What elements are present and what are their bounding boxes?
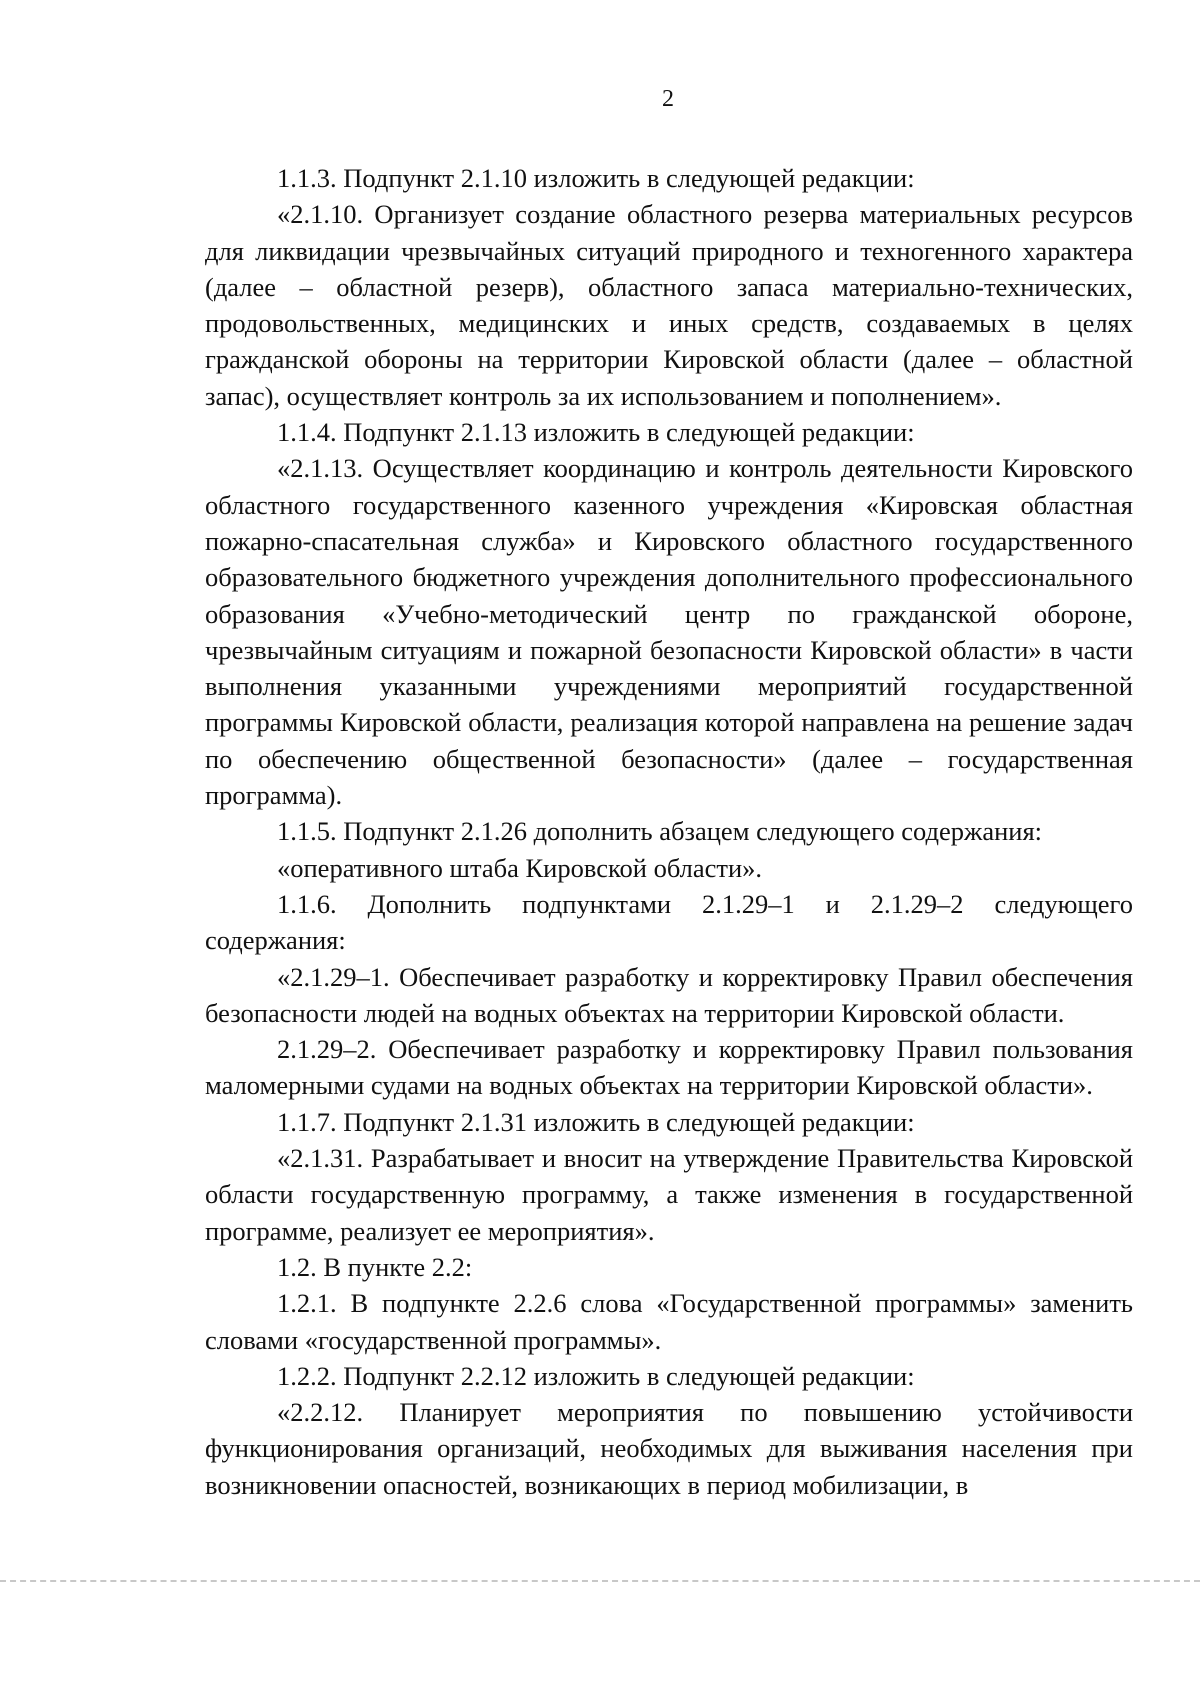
paragraph-2-1-29-1-text: «2.1.29–1. Обеспечивает разработку и корректировку Правил обеспечения безопасности людей на водных объектах на территории Кировской области. <box>205 961 1133 1028</box>
paragraph-1-1-3: 1.1.3. Подпункт 2.1.10 изложить в следующей редакции: <box>277 163 915 193</box>
document-body <box>205 160 1133 1503</box>
paragraph-1-2-2: 1.2.2. Подпункт 2.2.12 изложить в следующей редакции: <box>277 1360 915 1391</box>
paragraph-1-2: 1.2. В пункте 2.2: <box>277 1251 473 1282</box>
paragraph-1-1-4: 1.1.4. Подпункт 2.1.13 изложить в следующей редакции: <box>277 417 915 448</box>
page-number: 2 <box>662 86 674 112</box>
paragraph-1-1-6: 1.1.6. Дополнить подпунктами 2.1.29–1 и 2.1.29–2 следующего содержания: <box>205 888 1133 956</box>
paragraph-2-1-31-text: «2.1.31. Разрабатывает и вносит на утверждение Правительства Кировской области государственную программу, а также изменения в государственной программе, реализует ее мероприятия». <box>205 1143 1133 1246</box>
scan-bottom-edge <box>0 1580 1200 1582</box>
paragraph-2-1-26-addition: «оперативного штаба Кировской области». <box>277 852 763 883</box>
paragraph-2-1-13-text: «2.1.13. Осуществляет координацию и контроль деятельности Кировского областного государственного казенного учреждения «Кировская областная пожарно-спасательная служба» и Кировского областного государственного образовательного бюджетного учреждения дополнительного профессионального образования «Учебно-методический центр по гражданской обороне, чрезвычайным ситуациям и пожарной безопасности Кировской области» в части выполнения указанными учреждениями мероприятий государственной программы Кировской области, реализация которой направлена на решение задач по обеспечению общественной безопасности» (далее – государственная программа). <box>205 453 1133 811</box>
paragraph-2-1-10-text: «2.1.10. Организует создание областного резерва материальных ресурсов для ликвидации чрезвычайных ситуаций природного и техногенного характера (далее – областной резерв), областного запаса материально-технических, продовольственных, медицинских и иных средств, создаваемых в целях гражданской обороны на территории Кировской области (далее – областной запас), осуществляет контроль за их использованием и пополнением». <box>205 199 1133 411</box>
paragraph-1-1-7: 1.1.7. Подпункт 2.1.31 изложить в следующей редакции: <box>277 1106 915 1137</box>
paragraph-1-2-1: 1.2.1. В подпункте 2.2.6 слова «Государственной программы» заменить словами «государственной программы». <box>205 1288 1133 1355</box>
paragraph-1-1-5: 1.1.5. Подпункт 2.1.26 дополнить абзацем следующего содержания: <box>277 816 1042 847</box>
paragraph-2-2-12-text: «2.2.12. Планирует мероприятия по повышению устойчивости функционирования организаций, необходимых для выживания населения при возникновении опасностей, возникающих в период мобилизации, в <box>205 1397 1133 1500</box>
paragraph-2-1-29-2-text: 2.1.29–2. Обеспечивает разработку и корректировку Правил пользования маломерными судами на водных объектах на территории Кировской области». <box>205 1034 1133 1101</box>
